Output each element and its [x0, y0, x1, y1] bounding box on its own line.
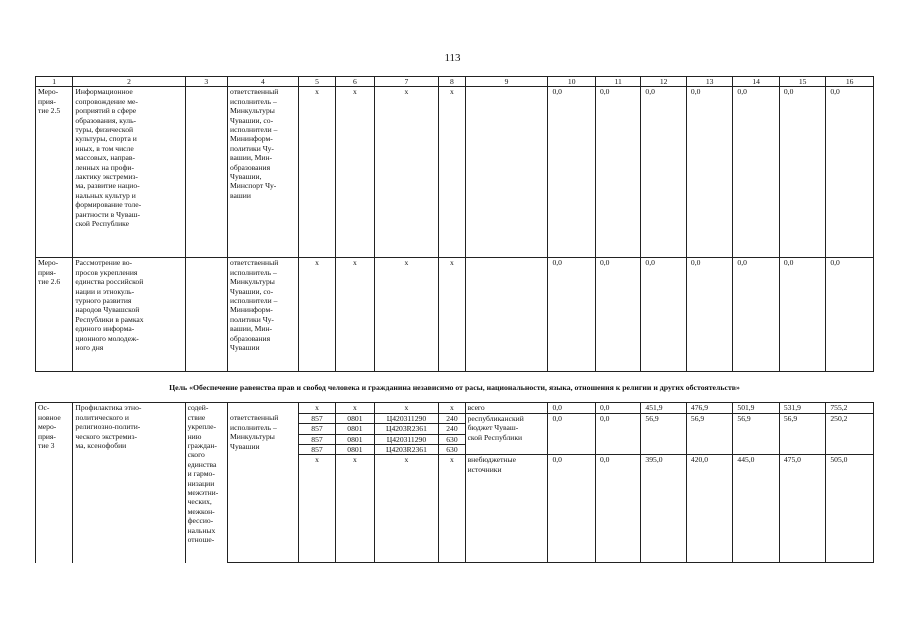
value-cell: 0,0	[595, 455, 640, 563]
event-title: Профилактика этно- политического и религиозно-полити- ческого экстремиз- ма, ксенофобии	[73, 403, 185, 563]
section-code: x	[336, 455, 374, 563]
section-code: x	[336, 403, 374, 413]
event-executors: ответственный исполнитель – Минкультуры Чувашии	[228, 413, 299, 563]
value-cell: 475,0	[779, 455, 825, 563]
value-cell: 0,0	[548, 258, 596, 372]
target-article: Ц420311290	[374, 434, 439, 444]
grbs-code: x	[298, 258, 335, 372]
event-executors: ответственный исполнитель – Минкультуры Чувашии, со- исполнители – Мининформ- политики Чу- вашии, Мин- образования Чувашии	[228, 258, 299, 372]
column-header: 1	[36, 77, 73, 87]
column-header: 7	[374, 77, 439, 87]
grbs-code: 857	[298, 424, 335, 434]
value-cell: 0,0	[686, 258, 732, 372]
grbs-code: x	[298, 87, 335, 258]
target-article: Ц4203R2361	[374, 445, 439, 455]
value-cell: 0,0	[595, 258, 640, 372]
event-title: Информационное сопровождение ме- роприятий в сфере образования, куль- туры, физической культуры, спорта и иных, в том числе массовых, направ- ленных на профи- лактику экстремиз- ма, развитие нацио- нальных культур и формирование толе- рантности в Чуваш- ской Республике	[73, 87, 185, 258]
section-code: x	[336, 258, 374, 372]
expense-type: x	[439, 403, 465, 413]
expense-type: 240	[439, 424, 465, 434]
value-cell: 0,0	[548, 455, 596, 563]
section-code: 0801	[336, 434, 374, 444]
goal-heading: Цель «Обеспечение равенства прав и свобод человека и гражданина независимо от расы, национальности, языка, отношения к религии и других обстоятельств»	[36, 372, 874, 403]
table-row	[36, 403, 874, 413]
value-cell: 0,0	[548, 87, 596, 258]
value-cell: 56,9	[641, 413, 686, 455]
expense-type: 630	[439, 434, 465, 444]
header-row	[36, 77, 874, 87]
empty-cell	[228, 403, 299, 413]
value-cell: 0,0	[641, 258, 686, 372]
value-cell: 0,0	[779, 258, 825, 372]
value-cell: 0,0	[779, 87, 825, 258]
value-cell: 56,9	[779, 413, 825, 455]
funding-source: внебюджетные источники	[465, 455, 548, 563]
funding-source: всего	[465, 403, 548, 413]
event-title: Рассмотрение во- просов укрепления единства российской нации и этнокуль- турного развития народов Чувашской Республики в рамках единого информа- ционного молодеж- ного дня	[73, 258, 185, 372]
value-cell: 250,2	[826, 413, 874, 455]
value-cell: 476,9	[686, 403, 732, 413]
funding-source	[465, 87, 548, 258]
grbs-code: x	[298, 403, 335, 413]
event-executors: ответственный исполнитель – Минкультуры Чувашии, со- исполнители – Мининформ- политики Чу- вашии, Мин- образования Чувашии, Минспорт Чу- вашии	[228, 87, 299, 258]
value-cell: 0,0	[733, 258, 779, 372]
value-cell: 531,9	[779, 403, 825, 413]
column-header: 8	[439, 77, 465, 87]
value-cell: 56,9	[686, 413, 732, 455]
event-goal	[185, 258, 227, 372]
target-article: Ц420311290	[374, 413, 439, 423]
value-cell: 0,0	[733, 87, 779, 258]
value-cell: 755,2	[826, 403, 874, 413]
value-cell: 0,0	[595, 413, 640, 455]
column-header: 12	[641, 77, 686, 87]
value-cell: 420,0	[686, 455, 732, 563]
grbs-code: 857	[298, 445, 335, 455]
target-article: x	[374, 455, 439, 563]
column-header: 3	[185, 77, 227, 87]
column-header: 6	[336, 77, 374, 87]
value-cell: 56,9	[733, 413, 779, 455]
value-cell: 505,0	[826, 455, 874, 563]
table-row	[36, 87, 874, 258]
column-header: 5	[298, 77, 335, 87]
grbs-code: 857	[298, 413, 335, 423]
section-code: 0801	[336, 445, 374, 455]
value-cell: 0,0	[826, 258, 874, 372]
event-code: Меро- прия- тие 2.6	[36, 258, 73, 372]
expense-type: 630	[439, 445, 465, 455]
target-article: x	[374, 403, 439, 413]
column-header: 11	[595, 77, 640, 87]
column-header: 2	[73, 77, 185, 87]
event-code: Ос- новное меро- прия- тие 3	[36, 403, 73, 563]
section-code: 0801	[336, 413, 374, 423]
value-cell: 0,0	[595, 403, 640, 413]
goal-row	[36, 372, 874, 403]
target-article: x	[374, 87, 439, 258]
program-table	[35, 76, 874, 563]
section-code: x	[336, 87, 374, 258]
page-number: 113	[444, 52, 461, 64]
event-goal: содей- ствие укрепле- нию граждан- ского единства и гармо- низации межэтни- ческих, межкон- фессио- нальных отноше-	[185, 403, 227, 563]
expense-type: x	[439, 87, 465, 258]
value-cell: 0,0	[826, 87, 874, 258]
table-row	[36, 258, 874, 372]
column-header: 15	[779, 77, 825, 87]
funding-source	[465, 258, 548, 372]
target-article: x	[374, 258, 439, 372]
funding-source: республиканский бюджет Чуваш- ской Республики	[465, 413, 548, 455]
column-header: 14	[733, 77, 779, 87]
value-cell: 395,0	[641, 455, 686, 563]
column-header: 16	[826, 77, 874, 87]
section-code: 0801	[336, 424, 374, 434]
value-cell: 0,0	[548, 413, 596, 455]
event-code: Меро- прия- тие 2.5	[36, 87, 73, 258]
value-cell: 501,9	[733, 403, 779, 413]
target-article: Ц4203R2361	[374, 424, 439, 434]
grbs-code: x	[298, 455, 335, 563]
column-header: 10	[548, 77, 596, 87]
value-cell: 0,0	[595, 87, 640, 258]
value-cell: 445,0	[733, 455, 779, 563]
column-header: 13	[686, 77, 732, 87]
value-cell: 0,0	[641, 87, 686, 258]
value-cell: 0,0	[686, 87, 732, 258]
expense-type: x	[439, 455, 465, 563]
event-goal	[185, 87, 227, 258]
expense-type: x	[439, 258, 465, 372]
column-header: 9	[465, 77, 548, 87]
grbs-code: 857	[298, 434, 335, 444]
expense-type: 240	[439, 413, 465, 423]
column-header: 4	[228, 77, 299, 87]
value-cell: 0,0	[548, 403, 596, 413]
value-cell: 451,9	[641, 403, 686, 413]
